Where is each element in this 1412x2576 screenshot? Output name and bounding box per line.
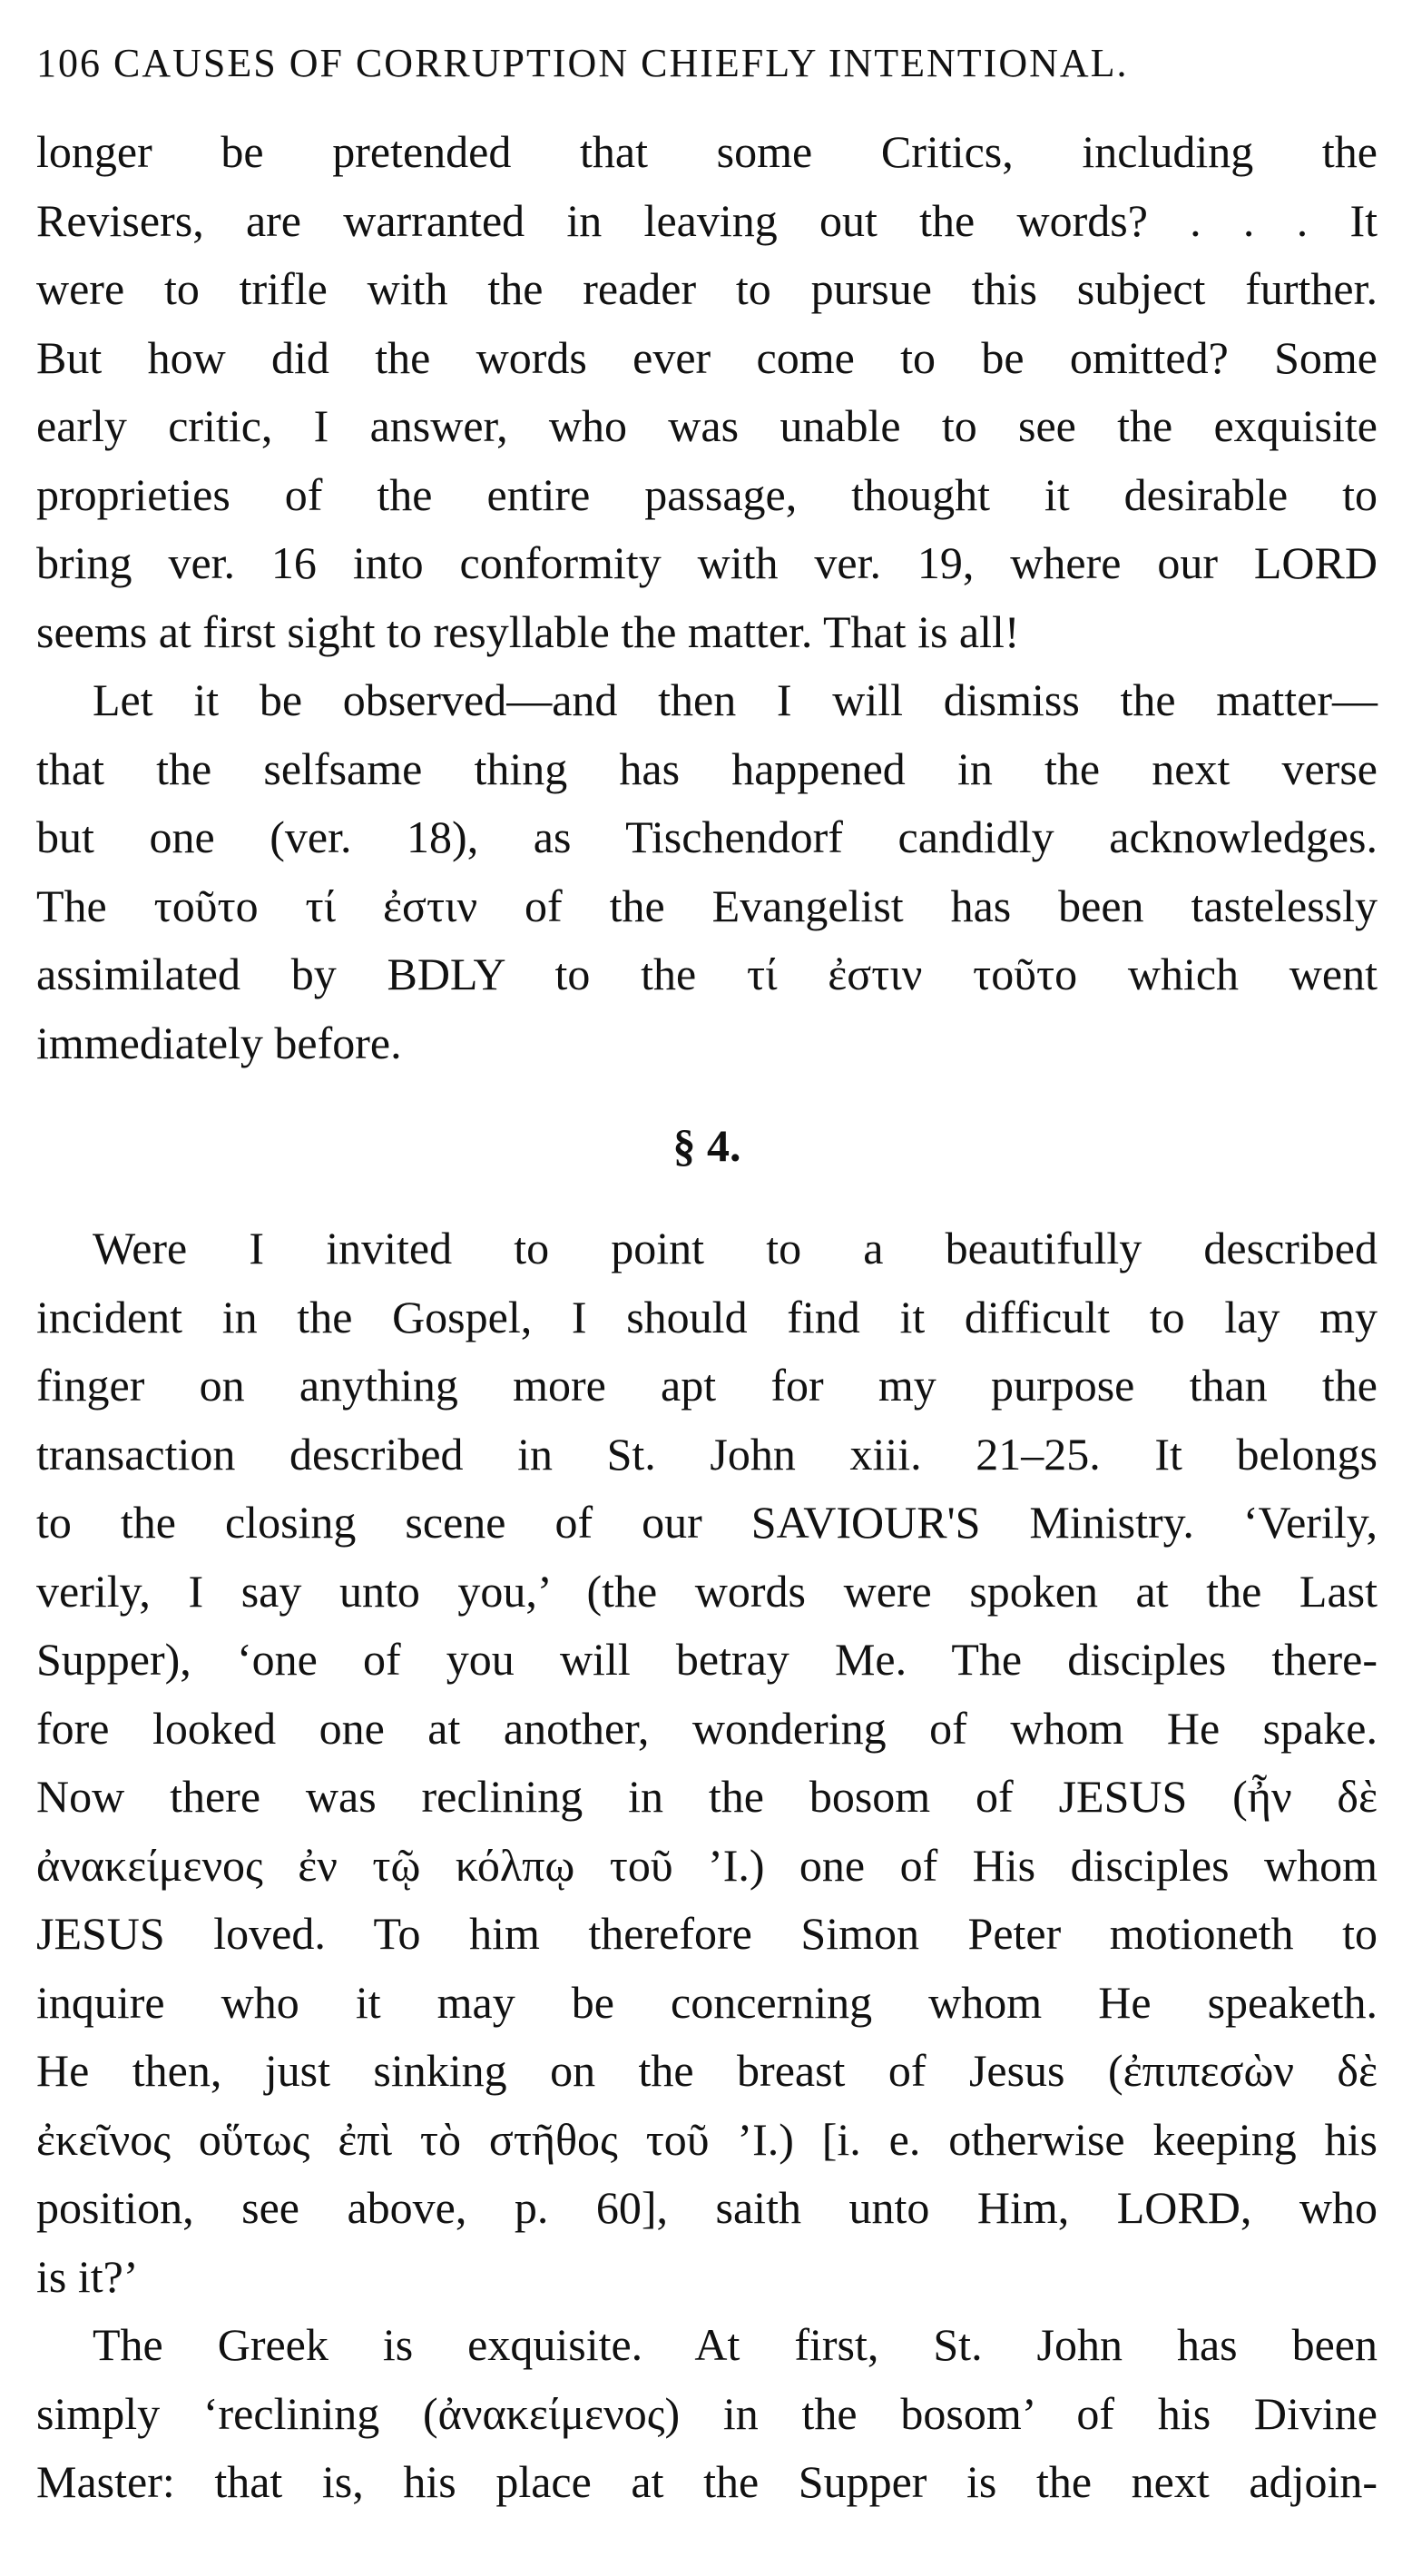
section-heading: § 4. [672,1120,741,1171]
text-line: finger on anything more apt for my purpose than the [36,1360,1378,1411]
text-line: ἐκεῖνος οὕτως ἐπὶ τὸ στῆθος τοῦ ’I.) [i. e. otherwise keeping his [36,2113,1378,2165]
text-line: The Greek is exquisite. At first, St. John has been [93,2319,1378,2370]
text-line: But how did the words ever come to be omitted? Some [36,331,1378,383]
text-line: seems at first sight to resyllable the matter. That is all! [36,605,1020,657]
text-line: Now there was reclining in the bosom of JESUS (ἦν δὲ [36,1771,1378,1822]
text-line: but one (ver. 18), as Tischendorf candidly acknowledges. [36,811,1378,862]
text-line: bring ver. 16 into conformity with ver. 19, where our LORD [36,537,1378,588]
text-line: simply ‘reclining (ἀνακείμενος) in the bosom’ of his Divine [36,2387,1378,2439]
text-line: were to trifle with the reader to pursue this subject further. [36,263,1378,314]
paragraph-3 [36,1214,1378,2311]
text-line: early critic, I answer, who was unable to see the exquisite [36,400,1378,451]
text-line: Supper), ‘one of you will betray Me. The disciples there- [36,1634,1378,1685]
text-line: Master: that is, his place at the Supper is the next adjoin- [36,2456,1378,2507]
text-line: transaction described in St. John xiii. 21–25. It belongs [36,1428,1378,1480]
text-line: Let it be observed—and then I will dismiss the matter— [93,674,1378,725]
text-line: verily, I say unto you,’ (the words were spoken at the Last [36,1565,1378,1617]
text-line: He then, just sinking on the breast of Jesus (ἐπιπεσὼν δὲ [36,2045,1378,2096]
text-line: fore looked one at another, wondering of whom He spake. [36,1702,1378,1754]
text-line: JESUS loved. To him therefore Simon Peter motioneth to [36,1908,1378,1959]
text-line: incident in the Gospel, I should find it difficult to lay my [36,1291,1378,1342]
text-line: Were I invited to point to a beautifully described [93,1223,1378,1273]
text-line: proprieties of the entire passage, thought it desirable to [36,468,1378,520]
text-line: ἀνακείμενος ἐν τῷ κόλπῳ τοῦ ’I.) one of His disciples whom [36,1839,1378,1891]
text-line: position, see above, p. 60], saith unto Him, LORD, who [36,2182,1378,2233]
text-line: The τοῦτο τί ἐστιν of the Evangelist has been tastelessly [36,880,1378,931]
text-line: Revisers, are warranted in leaving out the words? . . . It [36,194,1378,246]
paragraph-1 [36,118,1378,666]
text-line: inquire who it may be concerning whom He speaketh. [36,1976,1378,2028]
text-line: is it?’ [36,2250,139,2302]
text-line: longer be pretended that some Critics, including the [36,126,1378,177]
text-line: to the closing scene of our SAVIOUR'S Ministry. ‘Verily, [36,1497,1378,1548]
book-page [36,36,1378,2517]
paragraph-4 [36,2311,1378,2517]
text-line: assimilated by BDLY to the τί ἐστιν τοῦτο which went [36,949,1378,999]
text-line: that the selfsame thing has happened in the next verse [36,742,1378,794]
paragraph-2 [36,666,1378,1077]
text-line: immediately before. [36,1017,402,1068]
running-head: 106 CAUSES OF CORRUPTION CHIEFLY INTENTIONAL. [36,41,1129,85]
